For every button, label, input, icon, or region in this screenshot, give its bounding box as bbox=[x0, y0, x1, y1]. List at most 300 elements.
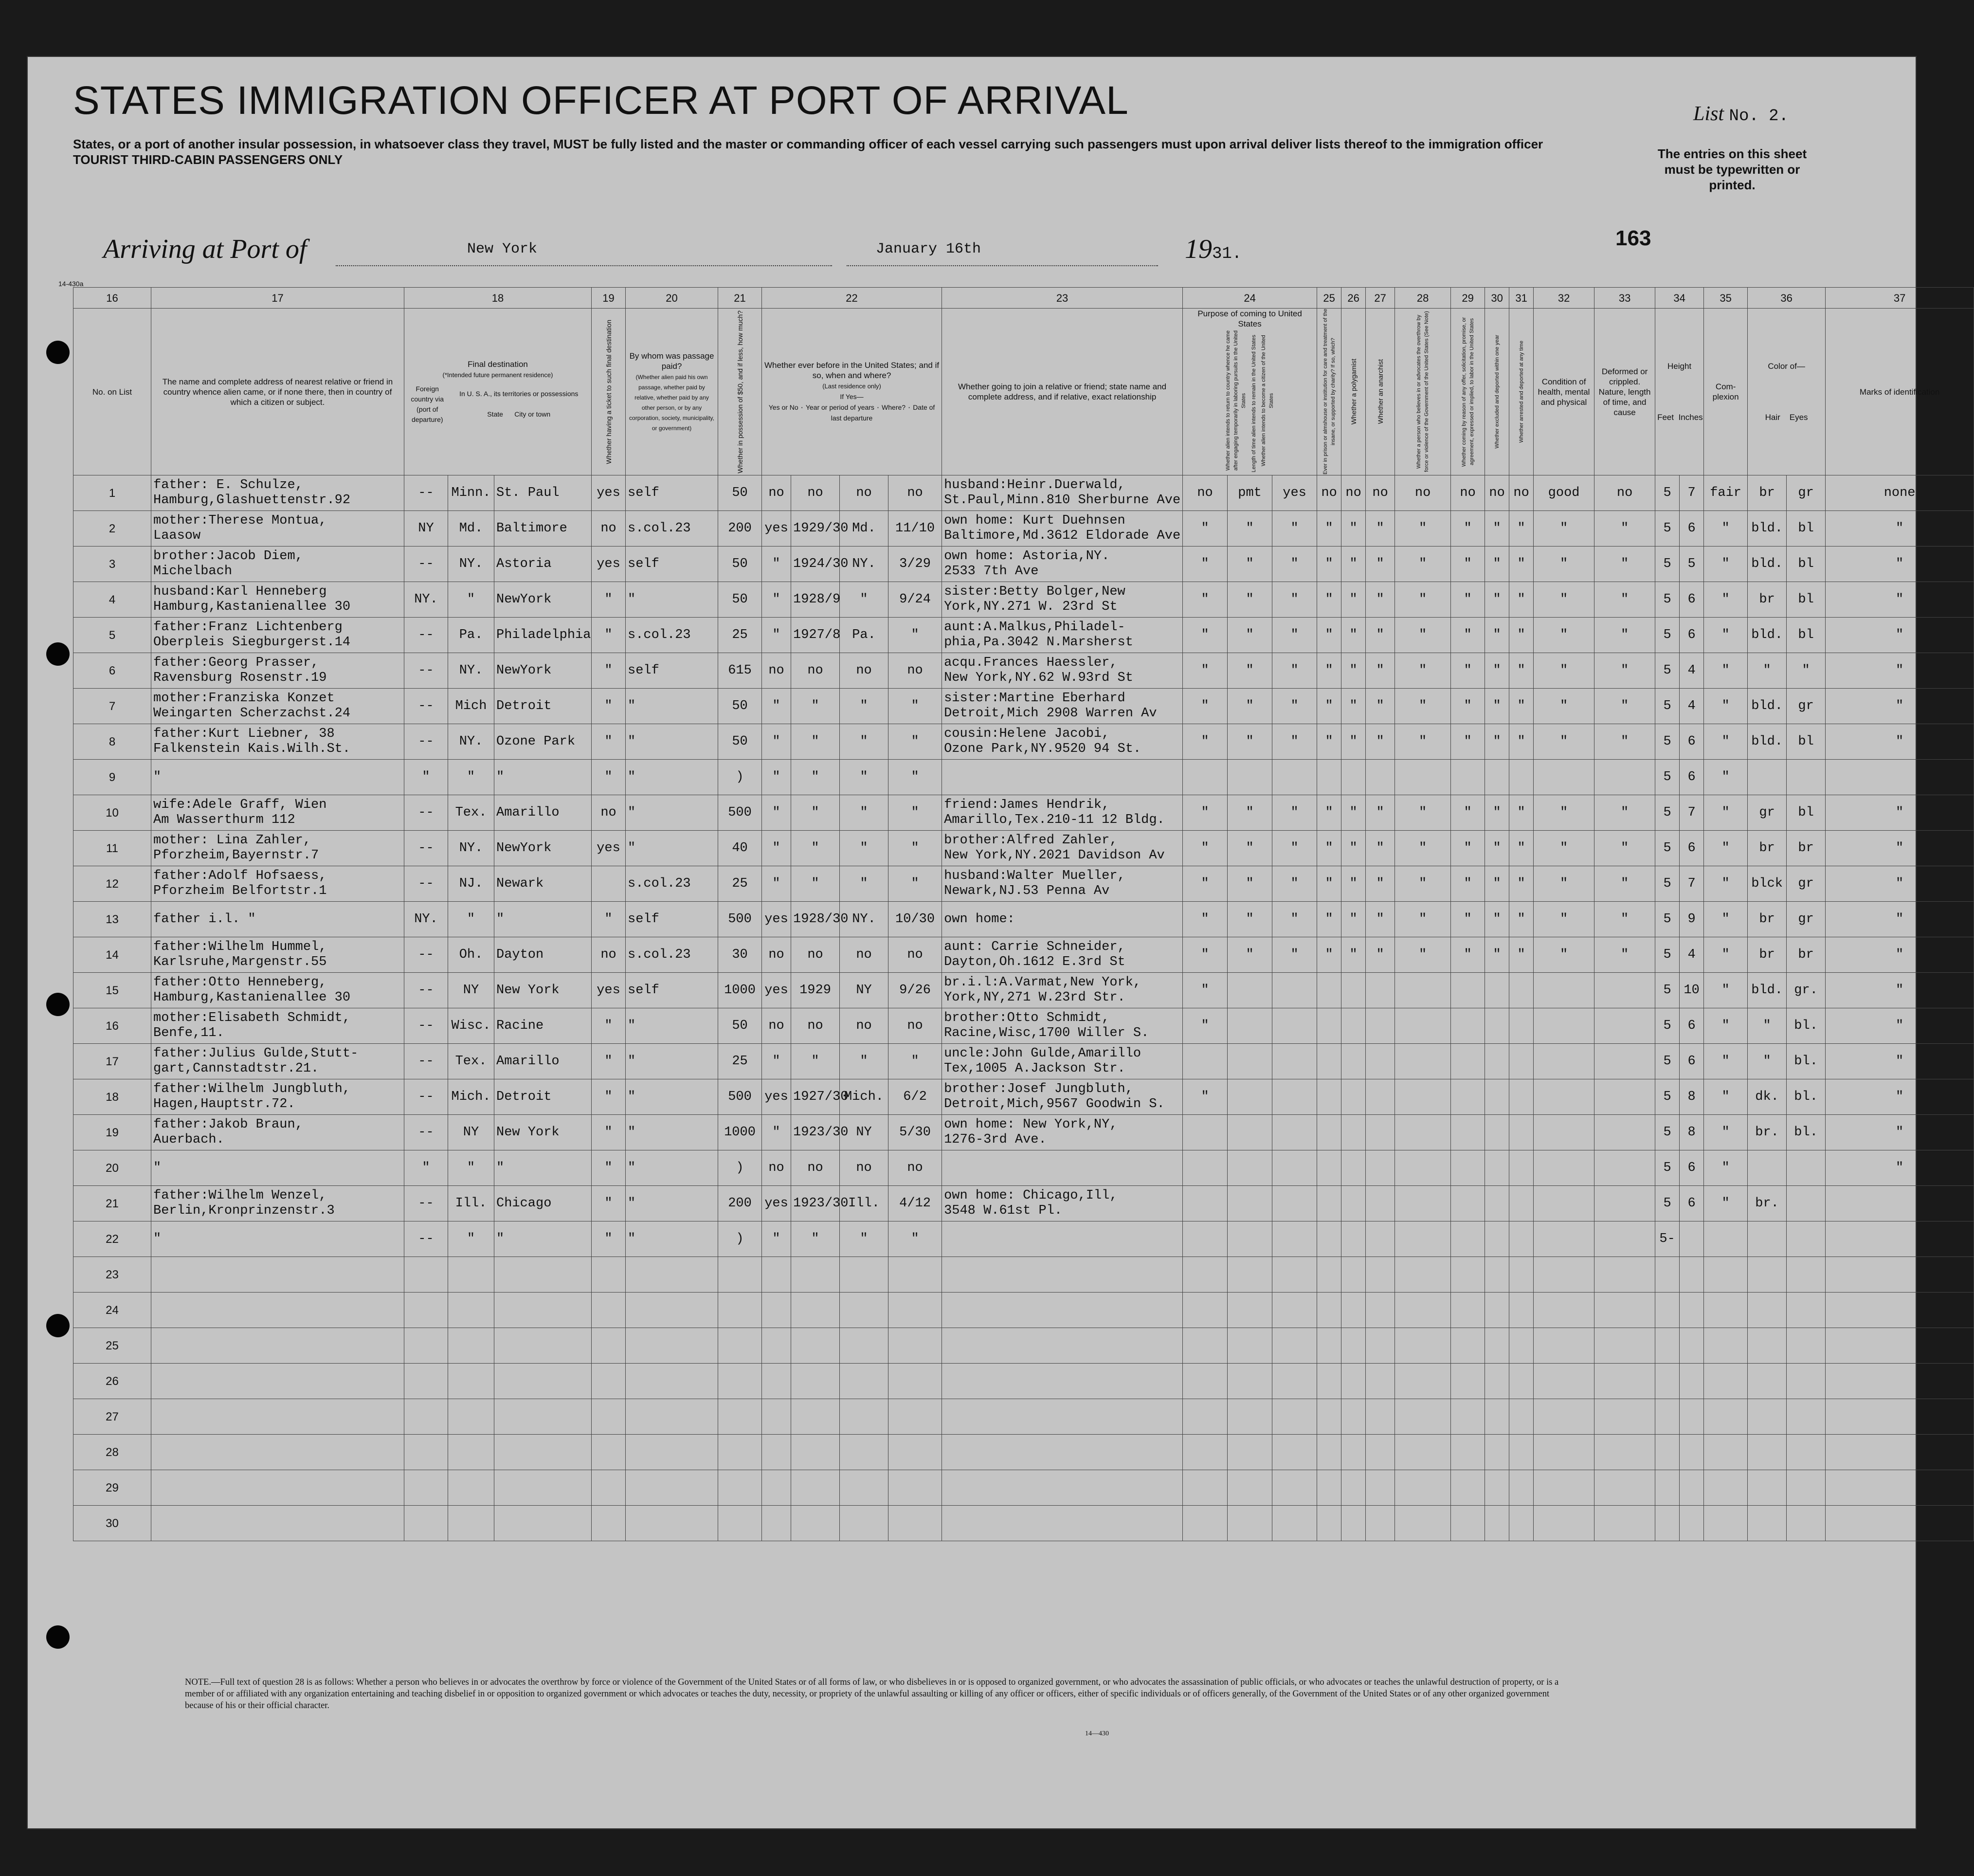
cell-marks: " bbox=[1826, 689, 1974, 724]
joining-cell bbox=[942, 866, 1183, 902]
cell-complexion bbox=[1704, 1293, 1748, 1328]
cell-p2: pmt bbox=[1228, 475, 1272, 511]
cell-hair bbox=[1748, 1293, 1787, 1328]
cell-ticket: no bbox=[592, 511, 626, 546]
cell-c29 bbox=[1451, 1079, 1485, 1115]
header-anarchist: Whether an anarchist bbox=[1366, 309, 1395, 475]
joining-cell bbox=[942, 937, 1183, 973]
joining-line: York,NY.271 W. 23rd St bbox=[944, 600, 1118, 614]
row-number: 17 bbox=[73, 1044, 151, 1079]
table-row bbox=[73, 582, 1974, 618]
cell-before: no bbox=[762, 475, 791, 511]
cell-marks bbox=[1826, 1435, 1974, 1470]
cell-feet bbox=[1655, 1293, 1680, 1328]
cell-inches: 9 bbox=[1680, 902, 1704, 937]
header-purpose: Purpose of coming to United States Whether alien intends to return to country whence he came after engaging temporarily in laboring pursuits in the United States Length of time alien intends to remain in the United States Whether alien intends to become a citizen of the United States bbox=[1183, 309, 1317, 475]
cell-p2 bbox=[1228, 1399, 1272, 1435]
cell-where bbox=[840, 1328, 888, 1364]
cell-p3 bbox=[1272, 1470, 1317, 1506]
cell-where: " bbox=[840, 1044, 888, 1079]
header-prison: Ever in prison or almshouse or institution for care and treatment of the insane, or supported by charity? If so, which? bbox=[1317, 309, 1341, 475]
cell-feet bbox=[1655, 1328, 1680, 1364]
cell-feet: 5 bbox=[1655, 653, 1680, 689]
cell-state: NY bbox=[448, 1115, 494, 1150]
header-relative: The name and complete address of nearest relative or friend in country whence alien came, or if none there, then in country of which a citizen or subject. bbox=[151, 309, 404, 475]
cell-money: 1000 bbox=[718, 1115, 762, 1150]
cell-money: 25 bbox=[718, 618, 762, 653]
cell-c25: " bbox=[1317, 866, 1341, 902]
cell-money bbox=[718, 1257, 762, 1293]
cell-years: 1928/30 bbox=[791, 902, 840, 937]
cell-eyes bbox=[1787, 1293, 1826, 1328]
cell-marks bbox=[1826, 1506, 1974, 1541]
cell-c27 bbox=[1366, 1435, 1395, 1470]
cell-c28: " bbox=[1395, 689, 1451, 724]
table-row bbox=[73, 1044, 1974, 1079]
cell-c28 bbox=[1395, 1364, 1451, 1399]
cell-foreign: -- bbox=[404, 1221, 448, 1257]
joining-line: brother:Josef Jungbluth, bbox=[944, 1082, 1133, 1096]
cell-years: no bbox=[791, 1150, 840, 1186]
cell-feet: 5 bbox=[1655, 724, 1680, 760]
joining-line: Ozone Park,NY.9520 94 St. bbox=[944, 742, 1141, 756]
cell-health bbox=[1534, 1008, 1594, 1044]
cell-hair: blck bbox=[1748, 866, 1787, 902]
cell-city bbox=[494, 1257, 592, 1293]
cell-ticket bbox=[592, 1470, 626, 1506]
cell-years: " bbox=[791, 689, 840, 724]
cell-dep: " bbox=[888, 1044, 942, 1079]
cell-state bbox=[448, 1257, 494, 1293]
cell-p2: " bbox=[1228, 902, 1272, 937]
relative-cell bbox=[151, 1044, 404, 1079]
row-number: 13 bbox=[73, 902, 151, 937]
cell-health: " bbox=[1534, 546, 1594, 582]
cell-state: " bbox=[448, 582, 494, 618]
cell-feet: 5 bbox=[1655, 1079, 1680, 1115]
cell-c27 bbox=[1366, 1364, 1395, 1399]
cell-p1: " bbox=[1183, 582, 1228, 618]
cell-health bbox=[1534, 1506, 1594, 1541]
cell-inches: 4 bbox=[1680, 653, 1704, 689]
cell-deformed: no bbox=[1594, 475, 1655, 511]
cell-health: " bbox=[1534, 582, 1594, 618]
cell-eyes: gr bbox=[1787, 475, 1826, 511]
cell-deformed: " bbox=[1594, 689, 1655, 724]
cell-dep: no bbox=[888, 653, 942, 689]
cell-state: Mich. bbox=[448, 1079, 494, 1115]
cell-c27: " bbox=[1366, 866, 1395, 902]
joining-line: friend:James Hendrik, bbox=[944, 798, 1110, 812]
table-row bbox=[73, 546, 1974, 582]
cell-city bbox=[494, 1506, 592, 1541]
cell-p2: " bbox=[1228, 546, 1272, 582]
cell-before: yes bbox=[762, 1079, 791, 1115]
cell-c25: " bbox=[1317, 795, 1341, 831]
cell-c30: " bbox=[1485, 546, 1509, 582]
cell-foreign: -- bbox=[404, 618, 448, 653]
cell-p2 bbox=[1228, 760, 1272, 795]
cell-health bbox=[1534, 1293, 1594, 1328]
cell-inches bbox=[1680, 1328, 1704, 1364]
cell-years: 1929 bbox=[791, 973, 840, 1008]
row-number: 27 bbox=[73, 1399, 151, 1435]
cell-c31 bbox=[1509, 1008, 1534, 1044]
cell-marks bbox=[1826, 1186, 1974, 1221]
joining-line: Detroit,Mich,9567 Goodwin S. bbox=[944, 1097, 1165, 1111]
cell-c26: " bbox=[1341, 511, 1366, 546]
cell-inches bbox=[1680, 1364, 1704, 1399]
cell-state: NY. bbox=[448, 831, 494, 866]
cell-complexion bbox=[1704, 1328, 1748, 1364]
cell-c27 bbox=[1366, 1115, 1395, 1150]
relative-cell bbox=[151, 724, 404, 760]
cell-money: 500 bbox=[718, 902, 762, 937]
cell-years: " bbox=[791, 1221, 840, 1257]
cell-c31: " bbox=[1509, 724, 1534, 760]
cell-ticket bbox=[592, 1399, 626, 1435]
cell-c28 bbox=[1395, 1044, 1451, 1079]
relative-line: father: E. Schulze, bbox=[153, 478, 303, 492]
cell-health: " bbox=[1534, 511, 1594, 546]
cell-eyes bbox=[1787, 1470, 1826, 1506]
table-row bbox=[73, 618, 1974, 653]
cell-money: 50 bbox=[718, 546, 762, 582]
cell-deformed bbox=[1594, 1115, 1655, 1150]
cell-city: " bbox=[494, 1150, 592, 1186]
cell-marks bbox=[1826, 1399, 1974, 1435]
relative-cell bbox=[151, 475, 404, 511]
cell-before: no bbox=[762, 653, 791, 689]
cell-c25 bbox=[1317, 1435, 1341, 1470]
cell-foreign: -- bbox=[404, 724, 448, 760]
cell-where: " bbox=[840, 795, 888, 831]
cell-c29 bbox=[1451, 1257, 1485, 1293]
joining-cell bbox=[942, 1115, 1183, 1150]
cell-city bbox=[494, 1470, 592, 1506]
relative-line: father:Adolf Hofsaess, bbox=[153, 869, 327, 883]
cell-hair: dk. bbox=[1748, 1079, 1787, 1115]
cell-c28 bbox=[1395, 1328, 1451, 1364]
cell-health: " bbox=[1534, 902, 1594, 937]
cell-p1: " bbox=[1183, 546, 1228, 582]
cell-p1 bbox=[1183, 1435, 1228, 1470]
cell-health bbox=[1534, 973, 1594, 1008]
cell-c25 bbox=[1317, 973, 1341, 1008]
cell-complexion: " bbox=[1704, 831, 1748, 866]
joining-line: sister:Betty Bolger,New bbox=[944, 584, 1125, 599]
cell-inches: 6 bbox=[1680, 831, 1704, 866]
cell-marks: none bbox=[1826, 475, 1974, 511]
cell-c27 bbox=[1366, 1221, 1395, 1257]
relative-line: Michelbach bbox=[153, 564, 233, 579]
cell-before bbox=[762, 1328, 791, 1364]
cell-city: Detroit bbox=[494, 1079, 592, 1115]
cell-state: NY. bbox=[448, 724, 494, 760]
cell-ticket: " bbox=[592, 1115, 626, 1150]
cell-c26: " bbox=[1341, 866, 1366, 902]
table-row bbox=[73, 1470, 1974, 1506]
cell-c27: " bbox=[1366, 618, 1395, 653]
cell-c26: " bbox=[1341, 902, 1366, 937]
cell-health: " bbox=[1534, 724, 1594, 760]
cell-before: " bbox=[762, 724, 791, 760]
cell-eyes: gr bbox=[1787, 866, 1826, 902]
row-number: 28 bbox=[73, 1435, 151, 1470]
relative-line: father:Georg Prasser, bbox=[153, 656, 319, 670]
cell-paid: " bbox=[626, 1044, 718, 1079]
cell-deformed bbox=[1594, 1221, 1655, 1257]
table-row bbox=[73, 1221, 1974, 1257]
cell-c28 bbox=[1395, 1186, 1451, 1221]
cell-c28 bbox=[1395, 1008, 1451, 1044]
cell-health: good bbox=[1534, 475, 1594, 511]
cell-inches: 7 bbox=[1680, 475, 1704, 511]
cell-c31 bbox=[1509, 1079, 1534, 1115]
cell-paid: self bbox=[626, 653, 718, 689]
relative-line: " bbox=[153, 1231, 162, 1246]
cell-years: " bbox=[791, 831, 840, 866]
cell-dep bbox=[888, 1257, 942, 1293]
cell-state: Tex. bbox=[448, 795, 494, 831]
footnote-code: 14—430 bbox=[1085, 1730, 1109, 1737]
cell-marks: " bbox=[1826, 866, 1974, 902]
joining-cell bbox=[942, 511, 1183, 546]
cell-feet: 5 bbox=[1655, 902, 1680, 937]
cell-complexion bbox=[1704, 1257, 1748, 1293]
relative-cell bbox=[151, 973, 404, 1008]
cell-p2 bbox=[1228, 1506, 1272, 1541]
cell-feet: 5 bbox=[1655, 937, 1680, 973]
footnote-q28: NOTE.—Full text of question 28 is as follows: Whether a person who believes in or advocates the overthrow by force or violence of the Government of the United States or of all forms of law, or who disbelieves in or is opposed to organized government, or who advocates the assassination of public officials, or who advocates or teaches the unlawful destruction of property, or is a member of or affiliated with any organization entertaining and teaching disbelief in or opposition to organized government or which advocates or teaches the duty, necessity, or propriety of the unlawful assaulting or killing of any officer or officers, either of specific individuals or of officers generally, of the Government of the United States or of any other organized government because of his or their official character. bbox=[185, 1677, 1559, 1711]
cell-c29 bbox=[1451, 1364, 1485, 1399]
cell-foreign bbox=[404, 1328, 448, 1364]
cell-hair: bld. bbox=[1748, 973, 1787, 1008]
row-number: 22 bbox=[73, 1221, 151, 1257]
cell-p2 bbox=[1228, 1328, 1272, 1364]
cell-c25 bbox=[1317, 1470, 1341, 1506]
cell-c27 bbox=[1366, 1328, 1395, 1364]
cell-c30 bbox=[1485, 1079, 1509, 1115]
cell-ticket: " bbox=[592, 760, 626, 795]
header-ticket: Whether having a ticket to such final destination bbox=[592, 309, 626, 475]
cell-c28 bbox=[1395, 1399, 1451, 1435]
cell-inches: 6 bbox=[1680, 1008, 1704, 1044]
table-row bbox=[73, 937, 1974, 973]
cell-city: " bbox=[494, 760, 592, 795]
cell-years: no bbox=[791, 653, 840, 689]
joining-line: aunt:A.Malkus,Philadel- bbox=[944, 620, 1125, 635]
cell-c31: no bbox=[1509, 475, 1534, 511]
cell-eyes bbox=[1787, 760, 1826, 795]
cell-p3 bbox=[1272, 1399, 1317, 1435]
joining-line: cousin:Helene Jacobi, bbox=[944, 727, 1110, 741]
relative-line: Am Wasserthurm 112 bbox=[153, 813, 295, 827]
cell-dep: no bbox=[888, 475, 942, 511]
cell-p2: " bbox=[1228, 511, 1272, 546]
cell-c28 bbox=[1395, 1115, 1451, 1150]
cell-complexion: " bbox=[1704, 937, 1748, 973]
cell-c28: " bbox=[1395, 937, 1451, 973]
cell-hair: " bbox=[1748, 1044, 1787, 1079]
cell-state bbox=[448, 1435, 494, 1470]
cell-dep: " bbox=[888, 618, 942, 653]
cell-c26: " bbox=[1341, 724, 1366, 760]
cell-where: no bbox=[840, 1150, 888, 1186]
cell-complexion: " bbox=[1704, 1115, 1748, 1150]
cell-p3: " bbox=[1272, 582, 1317, 618]
cell-feet: 5 bbox=[1655, 511, 1680, 546]
cell-health bbox=[1534, 1435, 1594, 1470]
cell-p3 bbox=[1272, 1435, 1317, 1470]
cell-hair: " bbox=[1748, 653, 1787, 689]
header-joining: Whether going to join a relative or friend; state name and complete address, and if relative, exact relationship bbox=[942, 309, 1183, 475]
cell-feet bbox=[1655, 1399, 1680, 1435]
joining-cell bbox=[942, 1079, 1183, 1115]
cell-c31: " bbox=[1509, 831, 1534, 866]
cell-foreign: -- bbox=[404, 1044, 448, 1079]
cell-p2: " bbox=[1228, 689, 1272, 724]
cell-ticket: no bbox=[592, 937, 626, 973]
cell-feet: 5 bbox=[1655, 795, 1680, 831]
cell-c28 bbox=[1395, 1150, 1451, 1186]
cell-inches: 5 bbox=[1680, 546, 1704, 582]
cell-c30 bbox=[1485, 1470, 1509, 1506]
cell-c27: no bbox=[1366, 475, 1395, 511]
cell-city: Baltimore bbox=[494, 511, 592, 546]
arrival-year: 1931. bbox=[1185, 234, 1242, 264]
cell-c25 bbox=[1317, 1257, 1341, 1293]
port-of-arrival: New York bbox=[467, 241, 538, 257]
header-q28: Whether a person who believes in or advocates the overthrow by force or violence of the Government of the United States (See Note) bbox=[1395, 309, 1451, 475]
cell-c31: " bbox=[1509, 795, 1534, 831]
cell-p2 bbox=[1228, 1150, 1272, 1186]
row-number: 15 bbox=[73, 973, 151, 1008]
cell-city bbox=[494, 1364, 592, 1399]
cell-where bbox=[840, 1506, 888, 1541]
cell-c28 bbox=[1395, 760, 1451, 795]
cell-foreign: -- bbox=[404, 1079, 448, 1115]
cell-dep: 10/30 bbox=[888, 902, 942, 937]
joining-cell bbox=[942, 475, 1183, 511]
cell-feet: 5 bbox=[1655, 866, 1680, 902]
cell-p3 bbox=[1272, 1044, 1317, 1079]
cell-c26 bbox=[1341, 1044, 1366, 1079]
cell-hair: br bbox=[1748, 831, 1787, 866]
cell-c28: " bbox=[1395, 582, 1451, 618]
cell-c29: " bbox=[1451, 902, 1485, 937]
cell-p3 bbox=[1272, 1506, 1317, 1541]
table-row bbox=[73, 1079, 1974, 1115]
cell-state: NY. bbox=[448, 546, 494, 582]
cell-money: 50 bbox=[718, 582, 762, 618]
relative-line: father:Wilhelm Wenzel, bbox=[153, 1188, 327, 1203]
cell-marks bbox=[1826, 760, 1974, 795]
joining-line: Amarillo,Tex.210-11 12 Bldg. bbox=[944, 813, 1165, 827]
cell-deformed: " bbox=[1594, 582, 1655, 618]
cell-marks bbox=[1826, 1328, 1974, 1364]
cell-c28: " bbox=[1395, 724, 1451, 760]
header-no-on-list: No. on List bbox=[73, 309, 151, 475]
cell-deformed: " bbox=[1594, 937, 1655, 973]
cell-p2 bbox=[1228, 973, 1272, 1008]
cell-complexion bbox=[1704, 1435, 1748, 1470]
cell-c30: " bbox=[1485, 618, 1509, 653]
cell-complexion: " bbox=[1704, 973, 1748, 1008]
cell-p3 bbox=[1272, 1364, 1317, 1399]
cell-c31: " bbox=[1509, 937, 1534, 973]
cell-paid: " bbox=[626, 1221, 718, 1257]
arriving-label: Arriving at Port of bbox=[103, 234, 307, 264]
cell-c25 bbox=[1317, 1150, 1341, 1186]
cell-complexion: " bbox=[1704, 1186, 1748, 1221]
cell-paid: " bbox=[626, 1150, 718, 1186]
header-q31: Whether arrested and deported at any time bbox=[1509, 309, 1534, 475]
header-final-destination: Final destination (*Intended future permanent residence) Foreign country via (port of departure) In U. S. A., its territories or possessions State City or town bbox=[404, 309, 592, 475]
cell-deformed bbox=[1594, 1506, 1655, 1541]
cell-c29: " bbox=[1451, 866, 1485, 902]
cell-c30: " bbox=[1485, 653, 1509, 689]
cell-c25: " bbox=[1317, 831, 1341, 866]
cell-state: NY bbox=[448, 973, 494, 1008]
cell-money: 40 bbox=[718, 831, 762, 866]
cell-money: 500 bbox=[718, 795, 762, 831]
cell-where: Pa. bbox=[840, 618, 888, 653]
cell-where bbox=[840, 1470, 888, 1506]
cell-eyes bbox=[1787, 1257, 1826, 1293]
relative-line: Pforzheim,Bayernstr.7 bbox=[153, 848, 319, 863]
cell-p2 bbox=[1228, 1470, 1272, 1506]
cell-inches: 6 bbox=[1680, 1044, 1704, 1079]
cell-c29 bbox=[1451, 1044, 1485, 1079]
cell-before bbox=[762, 1399, 791, 1435]
table-row bbox=[73, 866, 1974, 902]
cell-before bbox=[762, 1293, 791, 1328]
cell-c29: " bbox=[1451, 689, 1485, 724]
cell-state: Pa. bbox=[448, 618, 494, 653]
cell-c27 bbox=[1366, 760, 1395, 795]
cell-money: 50 bbox=[718, 689, 762, 724]
cell-hair: br. bbox=[1748, 1186, 1787, 1221]
cell-deformed: " bbox=[1594, 902, 1655, 937]
cell-c25 bbox=[1317, 1044, 1341, 1079]
cell-years bbox=[791, 1435, 840, 1470]
cell-money: 500 bbox=[718, 1079, 762, 1115]
cell-money: 50 bbox=[718, 475, 762, 511]
joining-line: Baltimore,Md.3612 Eldorade Ave bbox=[944, 528, 1181, 543]
table-row bbox=[73, 1186, 1974, 1221]
cell-c26 bbox=[1341, 973, 1366, 1008]
cell-ticket: " bbox=[592, 582, 626, 618]
relative-line: husband:Karl Henneberg bbox=[153, 584, 327, 599]
cell-years: 1927/30 bbox=[791, 1079, 840, 1115]
cell-p2: " bbox=[1228, 618, 1272, 653]
cell-paid bbox=[626, 1470, 718, 1506]
cell-before: yes bbox=[762, 973, 791, 1008]
header-deformed: Deformed or crippled. Nature, length of time, and cause bbox=[1594, 309, 1655, 475]
cell-ticket bbox=[592, 1364, 626, 1399]
cell-deformed bbox=[1594, 1008, 1655, 1044]
cell-dep: " bbox=[888, 866, 942, 902]
cell-c30: " bbox=[1485, 724, 1509, 760]
cell-complexion: " bbox=[1704, 1008, 1748, 1044]
cell-c26 bbox=[1341, 1079, 1366, 1115]
cell-paid bbox=[626, 1506, 718, 1541]
cell-money: 200 bbox=[718, 511, 762, 546]
cell-p1 bbox=[1183, 1328, 1228, 1364]
cell-where bbox=[840, 1435, 888, 1470]
cell-c27: " bbox=[1366, 511, 1395, 546]
